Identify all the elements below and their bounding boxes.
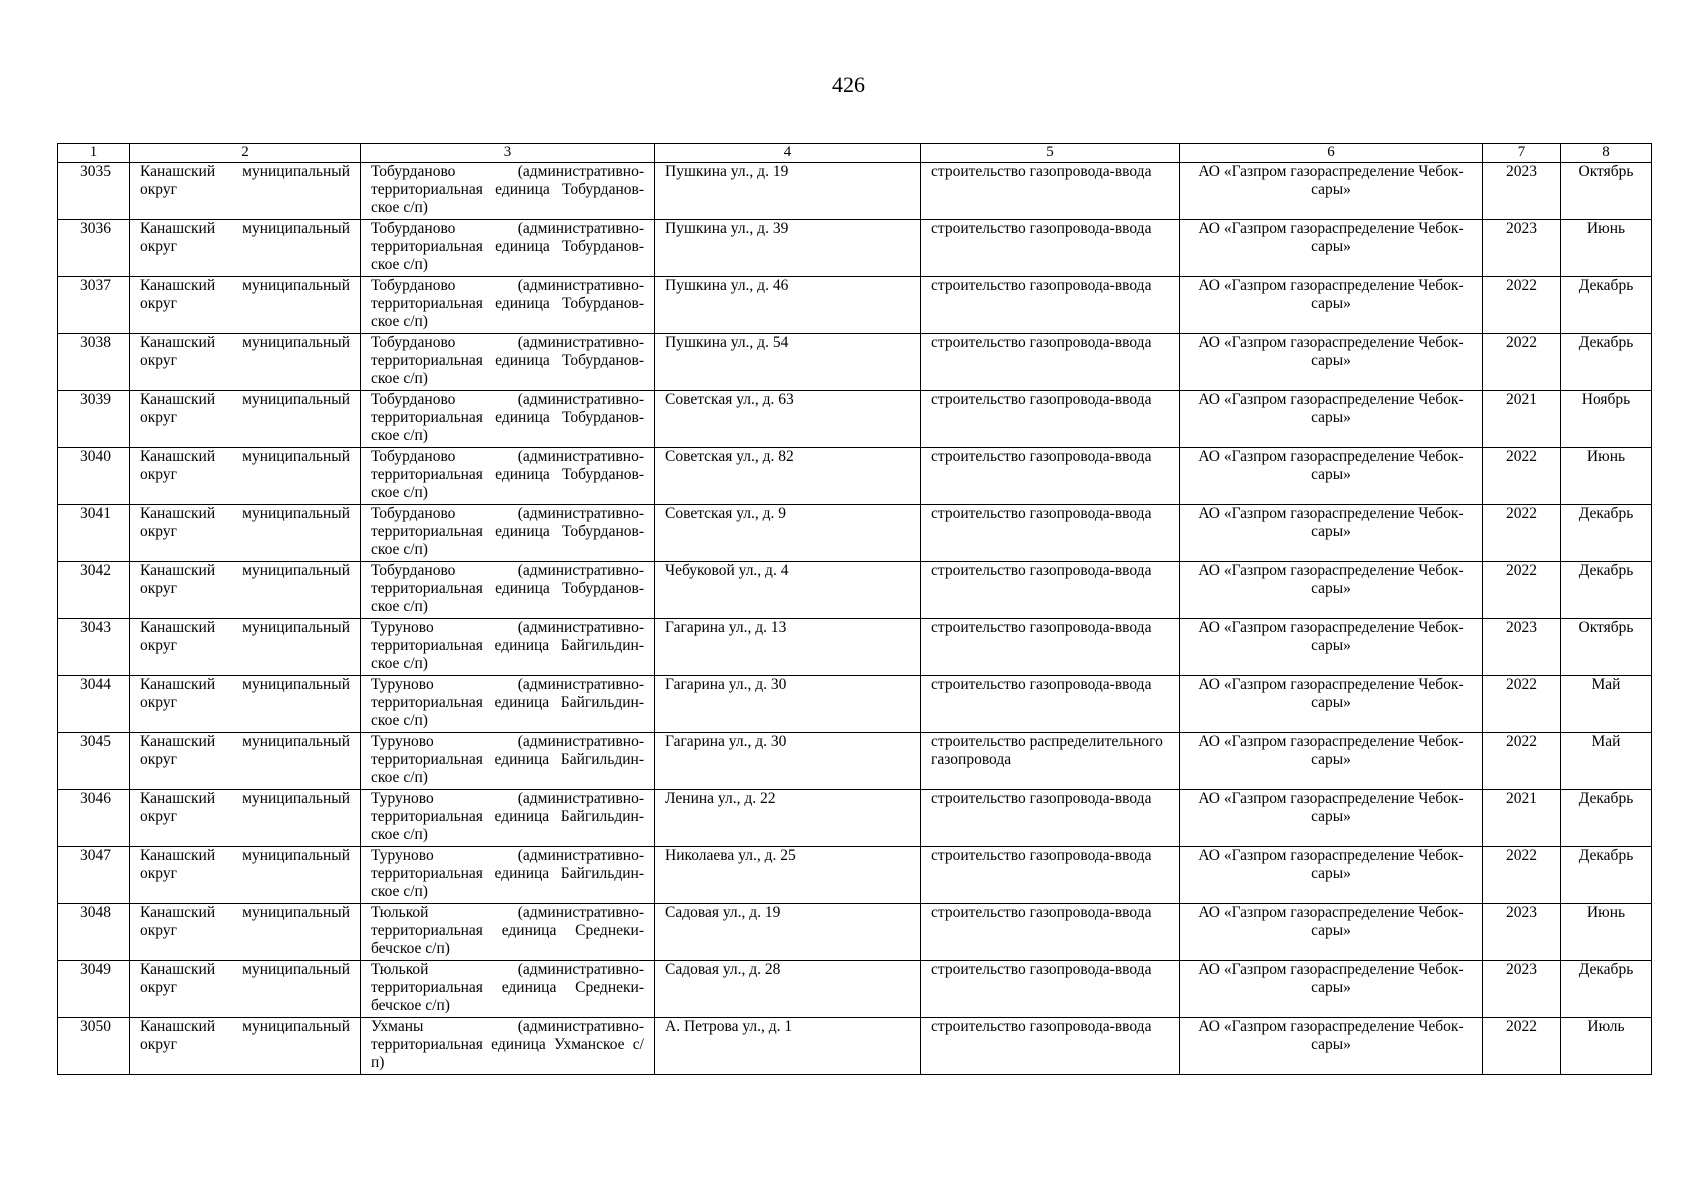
cell-year: 2022 xyxy=(1483,505,1561,562)
cell-row-number: 3047 xyxy=(58,847,130,904)
cell-address: Чебуковой ул., д. 4 xyxy=(655,562,921,619)
table-row xyxy=(58,562,1652,619)
cell-settlement: Туруново (административно-территориальная единица Байгильдинское с/п) xyxy=(361,619,655,676)
cell-district: Канашский муниципальный округ xyxy=(130,220,361,277)
cell-work-type: строительство газопровода-ввода xyxy=(921,505,1180,562)
column-header: 1 xyxy=(58,144,130,163)
cell-row-number: 3049 xyxy=(58,961,130,1018)
cell-year: 2023 xyxy=(1483,961,1561,1018)
table-row xyxy=(58,1018,1652,1075)
cell-row-number: 3038 xyxy=(58,334,130,391)
cell-month: Июнь xyxy=(1561,220,1652,277)
cell-organization: АО «Газпром газораспределение Чебоксары» xyxy=(1180,505,1483,562)
cell-address: Пушкина ул., д. 39 xyxy=(655,220,921,277)
cell-work-type: строительство газопровода-ввода xyxy=(921,847,1180,904)
table-row xyxy=(58,733,1652,790)
table-row xyxy=(58,847,1652,904)
cell-settlement: Тобурданово (административно-территориальная единица Тобурдановское с/п) xyxy=(361,277,655,334)
cell-address: Садовая ул., д. 28 xyxy=(655,961,921,1018)
cell-organization: АО «Газпром газораспределение Чебоксары» xyxy=(1180,904,1483,961)
cell-address: Советская ул., д. 82 xyxy=(655,448,921,505)
cell-address: Пушкина ул., д. 46 xyxy=(655,277,921,334)
cell-address: А. Петрова ул., д. 1 xyxy=(655,1018,921,1075)
cell-month: Декабрь xyxy=(1561,847,1652,904)
cell-year: 2022 xyxy=(1483,847,1561,904)
cell-row-number: 3050 xyxy=(58,1018,130,1075)
cell-month: Май xyxy=(1561,676,1652,733)
cell-year: 2023 xyxy=(1483,904,1561,961)
cell-year: 2022 xyxy=(1483,334,1561,391)
table-row xyxy=(58,676,1652,733)
column-header: 8 xyxy=(1561,144,1652,163)
column-header: 3 xyxy=(361,144,655,163)
cell-organization: АО «Газпром газораспределение Чебоксары» xyxy=(1180,619,1483,676)
cell-district: Канашский муниципальный округ xyxy=(130,334,361,391)
table-row xyxy=(58,961,1652,1018)
cell-settlement: Тобурданово (административно-территориальная единица Тобурдановское с/п) xyxy=(361,334,655,391)
cell-organization: АО «Газпром газораспределение Чебоксары» xyxy=(1180,676,1483,733)
cell-month: Октябрь xyxy=(1561,619,1652,676)
cell-district: Канашский муниципальный округ xyxy=(130,961,361,1018)
cell-work-type: строительство газопровода-ввода xyxy=(921,790,1180,847)
cell-organization: АО «Газпром газораспределение Чебоксары» xyxy=(1180,163,1483,220)
cell-organization: АО «Газпром газораспределение Чебоксары» xyxy=(1180,562,1483,619)
cell-address: Гагарина ул., д. 13 xyxy=(655,619,921,676)
column-header: 6 xyxy=(1180,144,1483,163)
cell-settlement: Туруново (административно-территориальная единица Байгильдинское с/п) xyxy=(361,847,655,904)
cell-settlement: Тюлькой (административно-территориальная единица Среднекибечское с/п) xyxy=(361,961,655,1018)
cell-district: Канашский муниципальный округ xyxy=(130,448,361,505)
cell-year: 2022 xyxy=(1483,562,1561,619)
cell-organization: АО «Газпром газораспределение Чебоксары» xyxy=(1180,391,1483,448)
table-row xyxy=(58,505,1652,562)
table-row xyxy=(58,448,1652,505)
table-row xyxy=(58,619,1652,676)
cell-settlement: Ухманы (административно-территориальная единица Ухманское с/п) xyxy=(361,1018,655,1075)
cell-work-type: строительство газопровода-ввода xyxy=(921,277,1180,334)
table-row xyxy=(58,220,1652,277)
cell-year: 2022 xyxy=(1483,277,1561,334)
cell-settlement: Тобурданово (административно-территориальная единица Тобурдановское с/п) xyxy=(361,562,655,619)
column-header: 2 xyxy=(130,144,361,163)
cell-district: Канашский муниципальный округ xyxy=(130,1018,361,1075)
cell-work-type: строительство газопровода-ввода xyxy=(921,163,1180,220)
cell-work-type: строительство газопровода-ввода xyxy=(921,562,1180,619)
cell-work-type: строительство газопровода-ввода xyxy=(921,1018,1180,1075)
table-row xyxy=(58,904,1652,961)
cell-address: Советская ул., д. 9 xyxy=(655,505,921,562)
cell-work-type: строительство газопровода-ввода xyxy=(921,904,1180,961)
cell-district: Канашский муниципальный округ xyxy=(130,277,361,334)
cell-organization: АО «Газпром газораспределение Чебоксары» xyxy=(1180,733,1483,790)
cell-month: Декабрь xyxy=(1561,790,1652,847)
cell-month: Декабрь xyxy=(1561,334,1652,391)
cell-work-type: строительство газопровода-ввода xyxy=(921,391,1180,448)
cell-work-type: строительство газопровода-ввода xyxy=(921,676,1180,733)
cell-row-number: 3040 xyxy=(58,448,130,505)
cell-row-number: 3043 xyxy=(58,619,130,676)
cell-row-number: 3035 xyxy=(58,163,130,220)
cell-month: Декабрь xyxy=(1561,961,1652,1018)
cell-row-number: 3042 xyxy=(58,562,130,619)
cell-month: Декабрь xyxy=(1561,505,1652,562)
page-number: 426 xyxy=(832,72,865,97)
cell-work-type: строительство газопровода-ввода xyxy=(921,961,1180,1018)
cell-month: Май xyxy=(1561,733,1652,790)
cell-district: Канашский муниципальный округ xyxy=(130,733,361,790)
column-header: 4 xyxy=(655,144,921,163)
cell-settlement: Тобурданово (административно-территориальная единица Тобурдановское с/п) xyxy=(361,505,655,562)
cell-address: Садовая ул., д. 19 xyxy=(655,904,921,961)
cell-row-number: 3041 xyxy=(58,505,130,562)
cell-work-type: строительство газопровода-ввода xyxy=(921,334,1180,391)
table-body xyxy=(58,163,1652,1075)
cell-year: 2022 xyxy=(1483,733,1561,790)
cell-organization: АО «Газпром газораспределение Чебоксары» xyxy=(1180,961,1483,1018)
cell-row-number: 3039 xyxy=(58,391,130,448)
cell-address: Гагарина ул., д. 30 xyxy=(655,676,921,733)
cell-settlement: Туруново (административно-территориальная единица Байгильдинское с/п) xyxy=(361,733,655,790)
cell-settlement: Тюлькой (административно-территориальная единица Среднекибечское с/п) xyxy=(361,904,655,961)
cell-organization: АО «Газпром газораспределение Чебоксары» xyxy=(1180,220,1483,277)
cell-settlement: Туруново (административно-территориальная единица Байгильдинское с/п) xyxy=(361,790,655,847)
cell-month: Июнь xyxy=(1561,904,1652,961)
column-header: 7 xyxy=(1483,144,1561,163)
cell-district: Канашский муниципальный округ xyxy=(130,676,361,733)
cell-work-type: строительство газопровода-ввода xyxy=(921,220,1180,277)
cell-organization: АО «Газпром газораспределение Чебоксары» xyxy=(1180,1018,1483,1075)
cell-organization: АО «Газпром газораспределение Чебоксары» xyxy=(1180,448,1483,505)
cell-month: Ноябрь xyxy=(1561,391,1652,448)
cell-organization: АО «Газпром газораспределение Чебоксары» xyxy=(1180,847,1483,904)
cell-address: Гагарина ул., д. 30 xyxy=(655,733,921,790)
cell-district: Канашский муниципальный округ xyxy=(130,619,361,676)
cell-month: Декабрь xyxy=(1561,562,1652,619)
cell-row-number: 3045 xyxy=(58,733,130,790)
column-header: 5 xyxy=(921,144,1180,163)
table-row xyxy=(58,391,1652,448)
cell-month: Июнь xyxy=(1561,448,1652,505)
cell-settlement: Тобурданово (административно-территориальная единица Тобурдановское с/п) xyxy=(361,220,655,277)
cell-address: Советская ул., д. 63 xyxy=(655,391,921,448)
cell-district: Канашский муниципальный округ xyxy=(130,790,361,847)
cell-work-type: строительство газопровода-ввода xyxy=(921,619,1180,676)
cell-address: Николаева ул., д. 25 xyxy=(655,847,921,904)
cell-year: 2022 xyxy=(1483,1018,1561,1075)
cell-year: 2023 xyxy=(1483,220,1561,277)
cell-district: Канашский муниципальный округ xyxy=(130,505,361,562)
cell-settlement: Тобурданово (административно-территориальная единица Тобурдановское с/п) xyxy=(361,391,655,448)
cell-row-number: 3036 xyxy=(58,220,130,277)
cell-district: Канашский муниципальный округ xyxy=(130,904,361,961)
cell-year: 2023 xyxy=(1483,619,1561,676)
cell-settlement: Тобурданово (административно-территориальная единица Тобурдановское с/п) xyxy=(361,448,655,505)
cell-row-number: 3037 xyxy=(58,277,130,334)
cell-month: Октябрь xyxy=(1561,163,1652,220)
cell-month: Декабрь xyxy=(1561,277,1652,334)
cell-district: Канашский муниципальный округ xyxy=(130,562,361,619)
table-header-row xyxy=(58,144,1652,163)
cell-organization: АО «Газпром газораспределение Чебоксары» xyxy=(1180,790,1483,847)
cell-settlement: Туруново (административно-территориальная единица Байгильдинское с/п) xyxy=(361,676,655,733)
cell-year: 2022 xyxy=(1483,448,1561,505)
cell-settlement: Тобурданово (административно-территориальная единица Тобурдановское с/п) xyxy=(361,163,655,220)
table-row xyxy=(58,334,1652,391)
cell-year: 2023 xyxy=(1483,163,1561,220)
cell-month: Июль xyxy=(1561,1018,1652,1075)
cell-year: 2021 xyxy=(1483,391,1561,448)
cell-address: Пушкина ул., д. 54 xyxy=(655,334,921,391)
table-row xyxy=(58,163,1652,220)
cell-district: Канашский муниципальный округ xyxy=(130,847,361,904)
gasification-table xyxy=(57,143,1652,1075)
table-row xyxy=(58,790,1652,847)
cell-year: 2022 xyxy=(1483,676,1561,733)
cell-district: Канашский муниципальный округ xyxy=(130,391,361,448)
cell-row-number: 3044 xyxy=(58,676,130,733)
cell-row-number: 3046 xyxy=(58,790,130,847)
cell-work-type: строительство газопровода-ввода xyxy=(921,448,1180,505)
cell-district: Канашский муниципальный округ xyxy=(130,163,361,220)
cell-year: 2021 xyxy=(1483,790,1561,847)
cell-work-type: строительство распределительного газопровода xyxy=(921,733,1180,790)
cell-organization: АО «Газпром газораспределение Чебоксары» xyxy=(1180,334,1483,391)
cell-row-number: 3048 xyxy=(58,904,130,961)
table-row xyxy=(58,277,1652,334)
cell-address: Пушкина ул., д. 19 xyxy=(655,163,921,220)
cell-organization: АО «Газпром газораспределение Чебоксары» xyxy=(1180,277,1483,334)
cell-address: Ленина ул., д. 22 xyxy=(655,790,921,847)
